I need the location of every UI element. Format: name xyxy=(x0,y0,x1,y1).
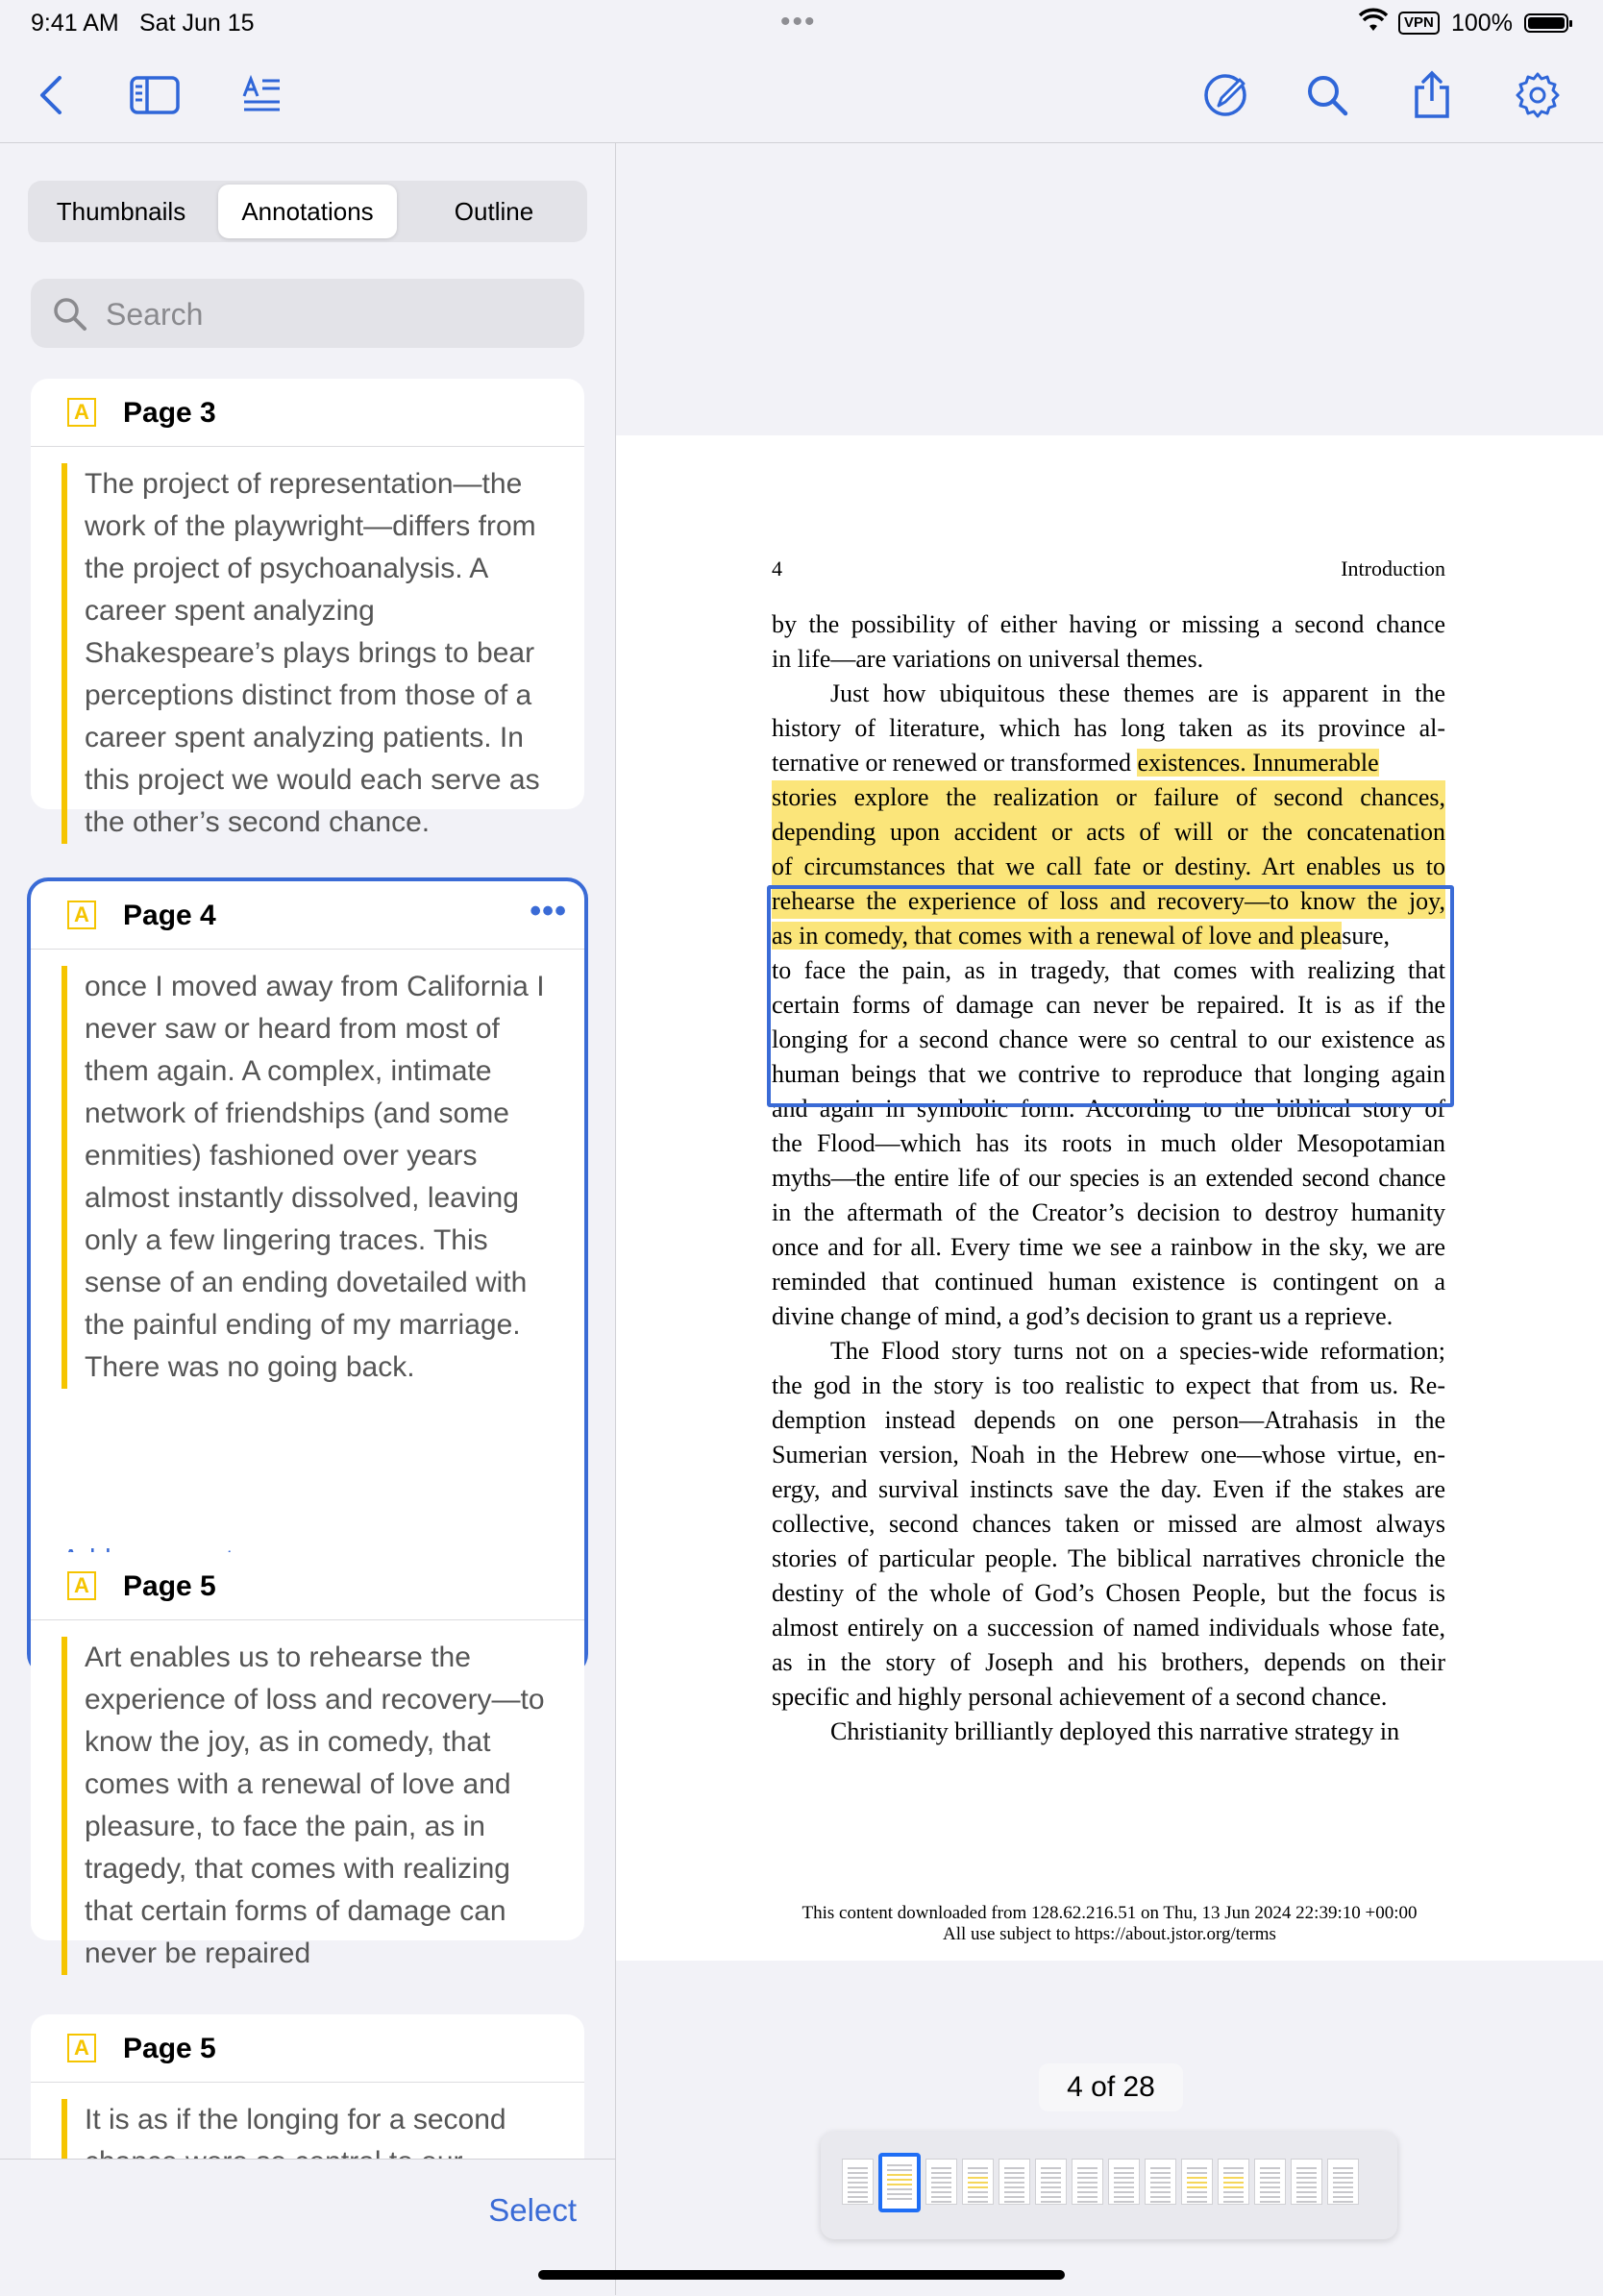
text-line: Just how ubiquitous these themes are is apparent in the xyxy=(830,679,1445,707)
text-line: to face the pain, as in tragedy, that comes with realizing that xyxy=(772,956,1445,984)
text-format-icon[interactable] xyxy=(234,67,290,123)
annotation-quote xyxy=(62,1637,552,1975)
highlighted-text[interactable]: as in comedy, that comes with a renewal of love and plea xyxy=(772,922,1343,950)
annotation-card[interactable] xyxy=(31,379,584,838)
quote-line: There was no going back. xyxy=(85,1351,415,1383)
text-line: divine change of mind, a god’s decision to grant us a reprieve. xyxy=(772,1302,1393,1330)
thumbnail-page[interactable] xyxy=(1327,2159,1359,2205)
highlighted-text[interactable]: stories explore the realization or failure of second chances, xyxy=(772,780,1445,815)
home-indicator xyxy=(538,2270,1065,2280)
search-icon[interactable] xyxy=(1299,67,1355,123)
text-line: certain forms of damage can never be repaired. It is as if the xyxy=(772,991,1445,1019)
text-line xyxy=(772,850,1445,884)
tab-outline[interactable]: Outline xyxy=(454,196,534,226)
quote-line: experience of loss and recovery—to xyxy=(85,1684,545,1716)
selected-highlight-outline[interactable] xyxy=(767,885,1454,1107)
text-line: by the possibility of either having or missing a second chance xyxy=(772,610,1445,638)
status-date: Sat Jun 15 xyxy=(139,10,255,37)
thumbnail-page[interactable] xyxy=(1108,2159,1140,2205)
text-line: reminded that continued human existence is contingent on a xyxy=(772,1268,1445,1296)
sidebar-segmented-control xyxy=(28,181,587,242)
search-field-icon xyxy=(52,296,88,333)
quote-line: network of friendships (and some xyxy=(85,1098,509,1129)
text-run: ternative or renewed or transformed xyxy=(772,749,1138,777)
battery-icon xyxy=(1524,13,1568,33)
text-line: almost entirely on a succession of named individuals whose fate, xyxy=(772,1614,1445,1642)
thumbnail-page[interactable] xyxy=(962,2159,994,2205)
quote-line: Art enables us to rehearse the xyxy=(85,1642,471,1673)
terms-notice: All use subject to https://about.jstor.org/terms xyxy=(943,1924,1276,1944)
highlight-annotation-icon: A xyxy=(67,2034,96,2062)
annotation-header xyxy=(31,881,584,950)
text-line xyxy=(772,815,1445,850)
thumbnail-page[interactable] xyxy=(1218,2159,1249,2205)
text-line: myths—the entire life of our species is an extended second chance xyxy=(772,1164,1445,1192)
annotation-page-label: Page 5 xyxy=(123,1570,216,1602)
text-line: The Flood story turns not on a species-wide reformation; xyxy=(830,1337,1445,1365)
quote-line: the project of psychoanalysis. A xyxy=(85,553,489,584)
toolbar xyxy=(0,46,1603,143)
quote-line: sense of an ending dovetailed with xyxy=(85,1267,528,1298)
quote-line: the other’s second chance. xyxy=(85,806,431,838)
quote-line: only a few lingering traces. This xyxy=(85,1224,488,1256)
wifi-icon xyxy=(1359,10,1388,37)
quote-line: never be repaired xyxy=(85,1938,311,1969)
quote-line: that certain forms of damage can xyxy=(85,1895,506,1927)
settings-gear-icon[interactable] xyxy=(1510,67,1566,123)
thumbnail-page[interactable] xyxy=(999,2159,1030,2205)
text-line: Sumerian version, Noah in the Hebrew one—whose virtue, en- xyxy=(772,1441,1445,1469)
thumbnail-page[interactable] xyxy=(1145,2159,1176,2205)
thumbnail-page[interactable] xyxy=(1035,2159,1067,2205)
text-line: the god in the story is too realistic to expect that from us. Re- xyxy=(772,1371,1445,1399)
page-indicator: 4 of 28 xyxy=(1039,2063,1183,2111)
quote-line: The project of representation—the xyxy=(85,468,523,500)
text-line: demption instead depends on one person—Atrahasis in the xyxy=(772,1406,1445,1434)
highlight-annotation-icon: A xyxy=(67,398,96,427)
sidebar-footer xyxy=(0,2159,615,2296)
annotation-quote xyxy=(62,463,552,844)
select-button[interactable]: Select xyxy=(488,2192,577,2228)
thumbnail-current-page[interactable] xyxy=(878,2153,921,2212)
quote-line: work of the playwright—differs from xyxy=(85,510,536,542)
annotation-page-label: Page 4 xyxy=(123,900,216,931)
quote-line: almost instantly dissolved, leaving xyxy=(85,1182,519,1214)
document-view[interactable] xyxy=(616,143,1603,2295)
thumbnail-page[interactable] xyxy=(1254,2159,1286,2205)
multitasking-dots-icon[interactable]: ••• xyxy=(780,6,817,37)
quote-line: tragedy, that comes with realizing xyxy=(85,1853,510,1885)
vpn-badge: VPN xyxy=(1398,12,1440,35)
annotation-header xyxy=(31,2014,584,2083)
status-bar xyxy=(0,0,1603,46)
annotation-card[interactable] xyxy=(31,1552,584,1969)
annotations-sidebar xyxy=(0,143,616,2295)
thumbnail-page[interactable] xyxy=(1181,2159,1213,2205)
highlight-annotation-icon: A xyxy=(67,1571,96,1600)
quote-line: perceptions distinct from those of a xyxy=(85,679,532,711)
text-line: Christianity brilliantly deployed this narrative strategy in xyxy=(830,1717,1400,1745)
pdf-page[interactable] xyxy=(616,435,1603,1961)
quote-line: enmities) fashioned over years xyxy=(85,1140,478,1172)
quote-line: know the joy, as in comedy, that xyxy=(85,1726,491,1758)
quote-line: the painful ending of my marriage. xyxy=(85,1309,521,1341)
annotation-quote xyxy=(62,966,552,1389)
highlighted-text[interactable]: of circumstances that we call fate or destiny. Art enables us to xyxy=(772,850,1445,884)
text-line: destiny of the whole of God’s Chosen People, but the focus is xyxy=(772,1579,1445,1607)
thumbnail-page[interactable] xyxy=(925,2159,957,2205)
highlighted-text[interactable]: rehearse the experience of loss and recovery—to know the joy, xyxy=(772,884,1445,919)
quote-line: career spent analyzing xyxy=(85,595,375,627)
quote-line: Shakespeare’s plays brings to bear xyxy=(85,637,535,669)
text-run: sure, xyxy=(1342,922,1391,950)
annotation-header xyxy=(31,379,584,447)
download-notice: This content downloaded from 128.62.216.51 on Thu, 13 Jun 2024 22:39:10 +00:00 xyxy=(802,1903,1418,1923)
text-line: longing for a second chance were so central to our existence as xyxy=(772,1025,1445,1053)
annotation-page-label: Page 5 xyxy=(123,2033,216,2064)
highlighted-text[interactable]: existences. Innumerable xyxy=(1137,749,1379,777)
search-placeholder: Search xyxy=(106,297,204,332)
quote-line: once I moved away from California I xyxy=(85,971,545,1002)
text-line: the Flood—which has its roots in much older Mesopotamian xyxy=(772,1129,1445,1157)
text-line: in life—are variations on universal themes. xyxy=(772,645,1204,673)
text-line: in the aftermath of the Creator’s decision to destroy humanity xyxy=(772,1198,1445,1226)
more-options-icon[interactable]: ••• xyxy=(530,893,567,929)
highlighted-text[interactable]: depending upon accident or acts of will or the concatenation xyxy=(772,815,1445,850)
tab-thumbnails[interactable]: Thumbnails xyxy=(56,196,186,226)
text-line: specific and highly personal achievement of a second chance. xyxy=(772,1683,1388,1711)
quote-line: career spent analyzing patients. In xyxy=(85,722,524,753)
thumbnail-page[interactable] xyxy=(1291,2159,1322,2205)
annotation-page-label: Page 3 xyxy=(123,397,216,429)
text-line: collective, second chances taken or missed are almost always xyxy=(772,1510,1445,1538)
text-line: human beings that we contrive to reproduce that longing again xyxy=(772,1060,1445,1088)
thumbnail-page[interactable] xyxy=(842,2159,874,2205)
highlight-annotation-icon: A xyxy=(67,901,96,929)
text-line xyxy=(772,780,1445,815)
markup-pen-icon[interactable] xyxy=(1199,67,1255,123)
text-line xyxy=(772,746,1445,780)
quote-line: It is as if the longing for a second xyxy=(85,2104,506,2136)
quote-line: never saw or heard from most of xyxy=(85,1013,500,1045)
running-head: Introduction xyxy=(1341,556,1445,580)
battery-percent: 100% xyxy=(1451,10,1513,37)
text-line: and again in symbolic form. According to the biblical story of xyxy=(772,1095,1445,1123)
quote-line: pleasure, to face the pain, as in xyxy=(85,1811,485,1842)
annotation-header xyxy=(31,1552,584,1620)
thumbnail-page[interactable] xyxy=(1072,2159,1103,2205)
text-line: history of literature, which has long taken as its province al- xyxy=(772,714,1445,742)
text-line: as in the story of Joseph and his brothers, depends on their xyxy=(772,1648,1445,1676)
status-time: 9:41 AM xyxy=(31,10,119,37)
quote-line: them again. A complex, intimate xyxy=(85,1055,492,1087)
page-thumbnail-scrubber[interactable] xyxy=(821,2132,1397,2239)
tab-annotations[interactable]: Annotations xyxy=(218,185,397,238)
text-line: once and for all. Every time we see a rainbow in the sky, we are xyxy=(772,1233,1445,1261)
quote-line: this project we would each serve as xyxy=(85,764,540,796)
text-line: ergy, and survival instincts save the day. Even if the stakes are xyxy=(772,1475,1445,1503)
sidebar-toggle-icon[interactable] xyxy=(127,67,183,123)
quote-line: comes with a renewal of love and xyxy=(85,1768,511,1800)
back-chevron-icon[interactable] xyxy=(23,67,79,123)
text-line: stories of particular people. The biblical narratives chronicle the xyxy=(772,1544,1445,1572)
share-icon[interactable] xyxy=(1404,67,1460,123)
search-input[interactable] xyxy=(31,279,584,348)
page-number: 4 xyxy=(772,556,782,580)
